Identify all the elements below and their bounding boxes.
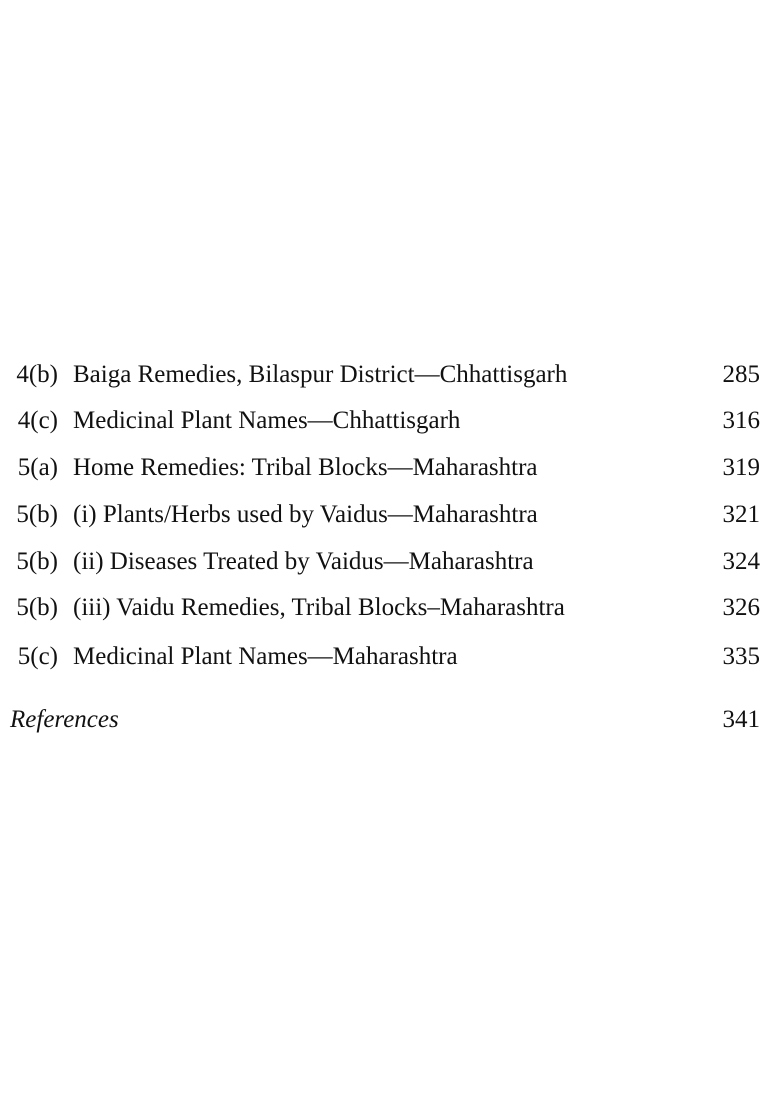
- toc-entry-page: 335: [722, 643, 760, 670]
- toc-entry-title: Medicinal Plant Names—Chhattisgarh: [73, 407, 461, 434]
- toc-entry-page: 316: [722, 407, 760, 434]
- toc-entry: [0, 404, 780, 438]
- toc-entry: [0, 640, 780, 674]
- toc-entry-number: 5(a): [17, 454, 58, 481]
- toc-entry-number: 4(b): [16, 361, 58, 388]
- toc-entry: [0, 591, 780, 625]
- toc-references-title: References: [10, 706, 119, 733]
- toc-entry-page: 324: [722, 548, 760, 575]
- toc-entry: [0, 545, 780, 579]
- toc-entry-title: Baiga Remedies, Bilaspur District—Chhattisgarh: [73, 361, 568, 388]
- toc-entry-title: Medicinal Plant Names—Maharashtra: [73, 643, 458, 670]
- toc-entry: [0, 358, 780, 392]
- toc-entry-number: 5(c): [17, 643, 58, 670]
- toc-entry-number: 5(b): [16, 501, 58, 528]
- toc-entry-number: 5(b): [16, 548, 58, 575]
- toc-entry-title: (iii) Vaidu Remedies, Tribal Blocks–Maharashtra: [73, 594, 565, 621]
- toc-entry-page: 319: [722, 454, 760, 481]
- toc-entry: [0, 451, 780, 485]
- toc-references: [0, 703, 780, 737]
- toc-entry-title: Home Remedies: Tribal Blocks—Maharashtra: [73, 454, 538, 481]
- toc-references-page: 341: [722, 706, 760, 733]
- toc-entry: [0, 498, 780, 532]
- toc-entry-title: (ii) Diseases Treated by Vaidus—Maharashtra: [73, 548, 534, 575]
- toc-entry-page: 285: [722, 361, 760, 388]
- toc-entry-number: 4(c): [17, 407, 58, 434]
- toc-entry-number: 5(b): [16, 594, 58, 621]
- toc-entry-page: 321: [722, 501, 760, 528]
- toc-entry-page: 326: [722, 594, 760, 621]
- toc-entry-title: (i) Plants/Herbs used by Vaidus—Maharashtra: [73, 501, 538, 528]
